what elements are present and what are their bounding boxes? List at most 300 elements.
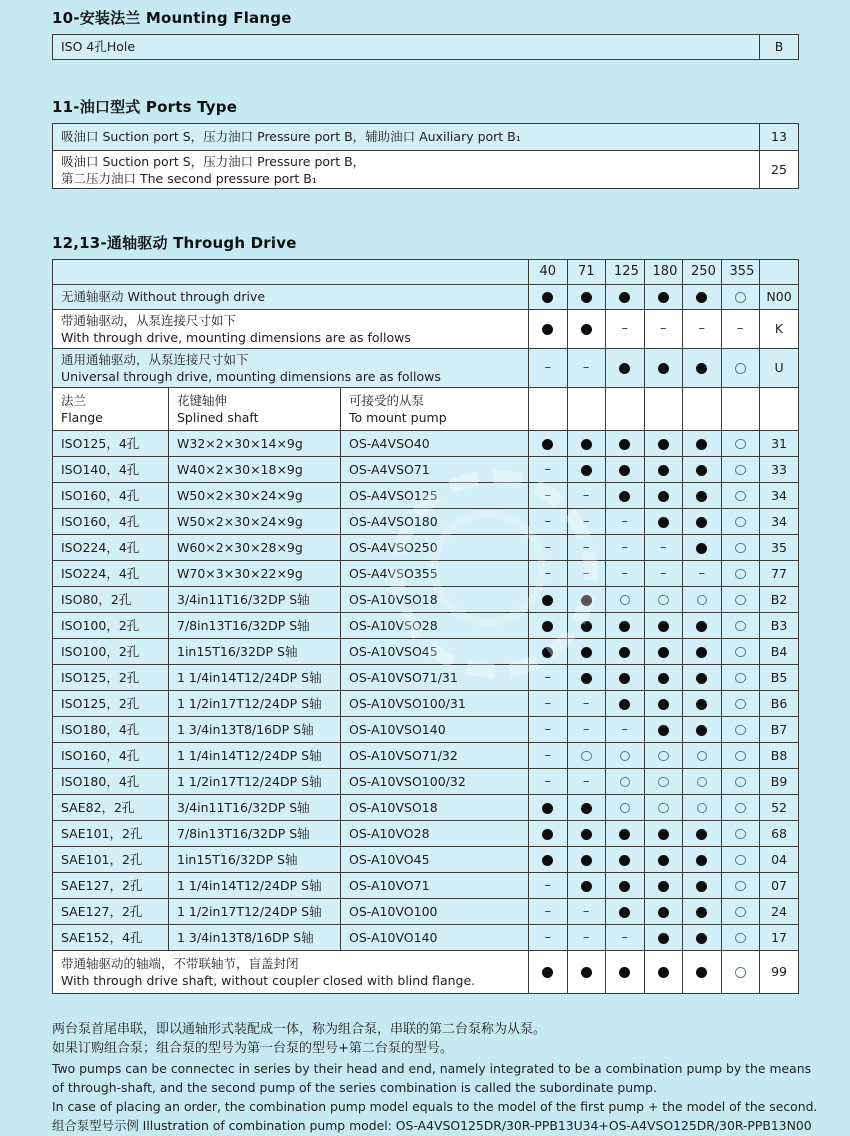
filled-dot-icon bbox=[619, 881, 630, 892]
code-cell: B7 bbox=[760, 717, 799, 743]
pump-model-cell: OS-A10VO140 bbox=[341, 925, 529, 951]
pump-row bbox=[53, 847, 799, 873]
availability-cell bbox=[644, 285, 683, 310]
availability-cell bbox=[606, 561, 645, 587]
open-circle-icon bbox=[735, 647, 746, 658]
dash-icon: – bbox=[698, 321, 706, 337]
pump-row bbox=[53, 509, 799, 535]
filled-dot-icon bbox=[696, 699, 707, 710]
size-header: 180 bbox=[644, 260, 683, 285]
availability-cell bbox=[606, 310, 645, 349]
availability-cell bbox=[644, 691, 683, 717]
availability-cell bbox=[644, 951, 683, 994]
open-circle-icon bbox=[697, 777, 708, 788]
size-header-row bbox=[53, 260, 799, 285]
filled-dot-icon bbox=[581, 324, 592, 335]
availability-cell bbox=[529, 349, 568, 388]
drive-option-row bbox=[53, 285, 799, 310]
availability-cell bbox=[606, 665, 645, 691]
dash-icon: – bbox=[660, 321, 667, 337]
availability-cell bbox=[567, 847, 606, 873]
code-cell: U bbox=[760, 349, 799, 388]
availability-cell bbox=[721, 535, 760, 561]
flange-cell: ISO160，4孔 bbox=[53, 743, 169, 769]
availability-cell bbox=[721, 951, 760, 994]
availability-cell bbox=[606, 769, 645, 795]
availability-cell bbox=[721, 561, 760, 587]
filled-dot-icon bbox=[542, 324, 553, 335]
code-cell: 25 bbox=[760, 151, 799, 189]
empty-cell bbox=[644, 388, 683, 431]
table-row bbox=[53, 151, 799, 189]
availability-cell bbox=[683, 951, 722, 994]
open-circle-icon bbox=[620, 595, 631, 606]
availability-cell bbox=[567, 665, 606, 691]
size-header: 40 bbox=[529, 260, 568, 285]
availability-cell bbox=[529, 795, 568, 821]
availability-cell bbox=[721, 691, 760, 717]
filled-dot-icon bbox=[696, 673, 707, 684]
filled-dot-icon bbox=[581, 855, 592, 866]
splined-shaft-cell: 7/8in13T16/32DP S轴 bbox=[169, 613, 341, 639]
open-circle-icon bbox=[735, 803, 746, 814]
open-circle-icon bbox=[735, 465, 746, 476]
filled-dot-icon bbox=[658, 292, 669, 303]
filled-dot-icon bbox=[696, 517, 707, 528]
availability-cell bbox=[644, 561, 683, 587]
ports-option-label: 吸油口 Suction port S，压力油口 Pressure port B， 第二压力油口 The second pressure port B₁ bbox=[53, 151, 760, 189]
flange-cell: SAE82，2孔 bbox=[53, 795, 169, 821]
flange-cell: SAE127，2孔 bbox=[53, 873, 169, 899]
filled-dot-icon bbox=[696, 292, 707, 303]
availability-cell bbox=[567, 795, 606, 821]
availability-cell bbox=[721, 769, 760, 795]
pump-model-cell: OS-A4VSO250 bbox=[341, 535, 529, 561]
open-circle-icon bbox=[735, 363, 746, 374]
dash-icon: – bbox=[544, 360, 552, 376]
pump-row bbox=[53, 457, 799, 483]
availability-cell bbox=[606, 899, 645, 925]
filled-dot-icon bbox=[619, 699, 630, 710]
open-circle-icon bbox=[735, 292, 746, 303]
empty-cell bbox=[760, 388, 799, 431]
code-cell: 68 bbox=[760, 821, 799, 847]
dash-icon: – bbox=[583, 565, 590, 581]
filled-dot-icon bbox=[696, 881, 707, 892]
filled-dot-icon bbox=[542, 292, 553, 303]
flange-option-label: ISO 4孔Hole bbox=[53, 35, 760, 60]
availability-cell bbox=[683, 925, 722, 951]
open-circle-icon bbox=[658, 777, 669, 788]
filled-dot-icon bbox=[619, 673, 630, 684]
ports-type-table bbox=[52, 123, 799, 189]
sub-header-row bbox=[53, 388, 799, 431]
flange-cell: SAE127，2孔 bbox=[53, 899, 169, 925]
availability-cell bbox=[683, 535, 722, 561]
filled-dot-icon bbox=[619, 829, 630, 840]
availability-cell bbox=[683, 795, 722, 821]
filled-dot-icon bbox=[542, 803, 553, 814]
availability-cell bbox=[567, 743, 606, 769]
availability-cell bbox=[606, 509, 645, 535]
availability-cell bbox=[606, 285, 645, 310]
availability-cell bbox=[567, 561, 606, 587]
open-circle-icon bbox=[735, 967, 746, 978]
open-circle-icon bbox=[658, 751, 669, 762]
code-cell: K bbox=[760, 310, 799, 349]
code-cell: B8 bbox=[760, 743, 799, 769]
filled-dot-icon bbox=[696, 725, 707, 736]
code-cell: 99 bbox=[760, 951, 799, 994]
availability-cell bbox=[606, 795, 645, 821]
filled-dot-icon bbox=[619, 465, 630, 476]
dash-icon: – bbox=[621, 565, 629, 581]
availability-cell bbox=[683, 457, 722, 483]
filled-dot-icon bbox=[619, 907, 630, 918]
filled-dot-icon bbox=[696, 465, 707, 476]
splined-shaft-cell: 7/8in13T16/32DP S轴 bbox=[169, 821, 341, 847]
availability-cell bbox=[683, 665, 722, 691]
availability-cell bbox=[606, 717, 645, 743]
code-cell: B3 bbox=[760, 613, 799, 639]
filled-dot-icon bbox=[581, 621, 592, 632]
availability-cell bbox=[683, 483, 722, 509]
note-line: of through-shaft, and the second pump of the series combination is called the subordinate pump. bbox=[52, 1079, 657, 1095]
availability-cell bbox=[644, 925, 683, 951]
empty-cell bbox=[683, 388, 722, 431]
note-line: 两台泵首尾串联，即以通轴形式装配成一体，称为组合泵，串联的第二台泵称为从泵。 bbox=[52, 1022, 547, 1037]
dash-icon: – bbox=[544, 721, 552, 737]
filled-dot-icon bbox=[696, 829, 707, 840]
table-row bbox=[53, 35, 799, 60]
filled-dot-icon bbox=[542, 621, 553, 632]
availability-cell bbox=[529, 639, 568, 665]
availability-cell bbox=[644, 349, 683, 388]
availability-cell bbox=[567, 925, 606, 951]
availability-cell bbox=[529, 285, 568, 310]
availability-cell bbox=[721, 457, 760, 483]
pump-model-cell: OS-A4VSO40 bbox=[341, 431, 529, 457]
availability-cell bbox=[644, 795, 683, 821]
dash-icon: – bbox=[544, 487, 552, 503]
availability-cell bbox=[567, 509, 606, 535]
filled-dot-icon bbox=[658, 829, 669, 840]
open-circle-icon bbox=[697, 803, 708, 814]
availability-cell bbox=[529, 587, 568, 613]
flange-cell: ISO224，4孔 bbox=[53, 535, 169, 561]
filled-dot-icon bbox=[658, 647, 669, 658]
filled-dot-icon bbox=[581, 881, 592, 892]
availability-cell bbox=[721, 431, 760, 457]
blind-flange-row bbox=[53, 951, 799, 994]
flange-cell: ISO180，4孔 bbox=[53, 717, 169, 743]
open-circle-icon bbox=[735, 881, 746, 892]
splined-shaft-cell: W50×2×30×24×9g bbox=[169, 509, 341, 535]
availability-cell bbox=[644, 821, 683, 847]
flange-cell: ISO125，2孔 bbox=[53, 665, 169, 691]
filled-dot-icon bbox=[542, 595, 553, 606]
availability-cell bbox=[567, 587, 606, 613]
open-circle-icon bbox=[735, 491, 746, 502]
filled-dot-icon bbox=[619, 621, 630, 632]
availability-cell bbox=[683, 743, 722, 769]
availability-cell bbox=[529, 535, 568, 561]
availability-cell bbox=[721, 847, 760, 873]
filled-dot-icon bbox=[696, 543, 707, 554]
open-circle-icon bbox=[735, 725, 746, 736]
availability-cell bbox=[567, 349, 606, 388]
availability-cell bbox=[529, 899, 568, 925]
dash-icon: – bbox=[583, 903, 590, 919]
dash-icon: – bbox=[583, 721, 590, 737]
pump-model-cell: OS-A4VSO125 bbox=[341, 483, 529, 509]
filled-dot-icon bbox=[696, 439, 707, 450]
pump-row bbox=[53, 587, 799, 613]
code-cell: 31 bbox=[760, 431, 799, 457]
mounting-flange-table bbox=[52, 34, 799, 60]
code-cell: 13 bbox=[760, 124, 799, 151]
open-circle-icon bbox=[735, 907, 746, 918]
availability-cell bbox=[529, 665, 568, 691]
availability-cell bbox=[529, 821, 568, 847]
availability-cell bbox=[683, 639, 722, 665]
filled-dot-icon bbox=[696, 907, 707, 918]
availability-cell bbox=[683, 691, 722, 717]
flange-cell: ISO125，2孔 bbox=[53, 691, 169, 717]
filled-dot-icon bbox=[581, 292, 592, 303]
availability-cell bbox=[683, 587, 722, 613]
splined-shaft-cell: 1 3/4in13T8/16DP S轴 bbox=[169, 925, 341, 951]
filled-dot-icon bbox=[658, 465, 669, 476]
open-circle-icon bbox=[735, 777, 746, 788]
splined-shaft-cell: W32×2×30×14×9g bbox=[169, 431, 341, 457]
flange-cell: ISO180，4孔 bbox=[53, 769, 169, 795]
dash-icon: – bbox=[544, 565, 552, 581]
availability-cell bbox=[529, 925, 568, 951]
open-circle-icon bbox=[620, 751, 631, 762]
open-circle-icon bbox=[697, 751, 708, 762]
dash-icon: – bbox=[544, 903, 552, 919]
pump-row bbox=[53, 717, 799, 743]
availability-cell bbox=[529, 951, 568, 994]
open-circle-icon bbox=[735, 595, 746, 606]
through-drive-table bbox=[52, 259, 799, 994]
open-circle-icon bbox=[658, 803, 669, 814]
drive-option-label: 带通轴驱动，从泵连接尺寸如下 With through drive, mounting dimensions are as follows bbox=[53, 310, 529, 349]
filled-dot-icon bbox=[658, 517, 669, 528]
availability-cell bbox=[529, 769, 568, 795]
code-cell: 77 bbox=[760, 561, 799, 587]
open-circle-icon bbox=[735, 751, 746, 762]
filled-dot-icon bbox=[542, 647, 553, 658]
note-line: 如果订购组合泵；组合泵的型号为第一台泵的型号+第二台泵的型号。 bbox=[52, 1041, 453, 1057]
availability-cell bbox=[606, 951, 645, 994]
filled-dot-icon bbox=[619, 363, 630, 374]
filled-dot-icon bbox=[581, 647, 592, 658]
availability-cell bbox=[567, 821, 606, 847]
pump-model-cell: OS-A10VO100 bbox=[341, 899, 529, 925]
splined-shaft-cell: 1in15T16/32DP S轴 bbox=[169, 847, 341, 873]
pump-model-cell: OS-A4VSO355 bbox=[341, 561, 529, 587]
subheader-flange: 法兰 Flange bbox=[53, 388, 169, 431]
splined-shaft-cell: W50×2×30×24×9g bbox=[169, 483, 341, 509]
pump-row bbox=[53, 483, 799, 509]
pump-row bbox=[53, 821, 799, 847]
dash-icon: – bbox=[621, 539, 629, 555]
pump-model-cell: OS-A10VSO45 bbox=[341, 639, 529, 665]
pump-model-cell: OS-A10VSO18 bbox=[341, 795, 529, 821]
availability-cell bbox=[721, 349, 760, 388]
splined-shaft-cell: 3/4in11T16/32DP S轴 bbox=[169, 587, 341, 613]
filled-dot-icon bbox=[542, 855, 553, 866]
availability-cell bbox=[644, 431, 683, 457]
drive-option-row bbox=[53, 349, 799, 388]
pump-model-cell: OS-A10VSO71/32 bbox=[341, 743, 529, 769]
pump-model-cell: OS-A10VSO28 bbox=[341, 613, 529, 639]
drive-option-label: 无通轴驱动 Without through drive bbox=[53, 285, 529, 310]
filled-dot-icon bbox=[658, 881, 669, 892]
filled-dot-icon bbox=[581, 803, 592, 814]
availability-cell bbox=[606, 535, 645, 561]
availability-cell bbox=[529, 743, 568, 769]
flange-cell: ISO125，4孔 bbox=[53, 431, 169, 457]
open-circle-icon bbox=[735, 543, 746, 554]
availability-cell bbox=[606, 821, 645, 847]
availability-cell bbox=[644, 613, 683, 639]
code-cell: 52 bbox=[760, 795, 799, 821]
availability-cell bbox=[721, 717, 760, 743]
flange-cell: ISO160，4孔 bbox=[53, 509, 169, 535]
availability-cell bbox=[683, 899, 722, 925]
pump-row bbox=[53, 691, 799, 717]
availability-cell bbox=[567, 285, 606, 310]
dash-icon: – bbox=[544, 461, 552, 477]
flange-cell: SAE101，2孔 bbox=[53, 847, 169, 873]
size-header: 250 bbox=[683, 260, 722, 285]
availability-cell bbox=[721, 310, 760, 349]
availability-cell bbox=[644, 535, 683, 561]
availability-cell bbox=[683, 431, 722, 457]
flange-cell: ISO160，4孔 bbox=[53, 483, 169, 509]
pump-model-cell: OS-A4VSO180 bbox=[341, 509, 529, 535]
availability-cell bbox=[529, 509, 568, 535]
pump-row bbox=[53, 665, 799, 691]
filled-dot-icon bbox=[696, 855, 707, 866]
subheader-to-mount-pump: 可接受的从泵 To mount pump bbox=[341, 388, 529, 431]
filled-dot-icon bbox=[658, 673, 669, 684]
filled-dot-icon bbox=[658, 967, 669, 978]
code-cell: B2 bbox=[760, 587, 799, 613]
availability-cell bbox=[529, 847, 568, 873]
filled-dot-icon bbox=[696, 363, 707, 374]
filled-dot-icon bbox=[658, 725, 669, 736]
availability-cell bbox=[644, 509, 683, 535]
splined-shaft-cell: 1 3/4in13T8/16DP S轴 bbox=[169, 717, 341, 743]
availability-cell bbox=[567, 613, 606, 639]
filled-dot-icon bbox=[658, 491, 669, 502]
code-cell: 07 bbox=[760, 873, 799, 899]
ports-option-label: 吸油口 Suction port S，压力油口 Pressure port B，辅助油口 Auxiliary port B₁ bbox=[53, 124, 760, 151]
dash-icon: – bbox=[544, 747, 552, 763]
flange-cell: ISO140，4孔 bbox=[53, 457, 169, 483]
availability-cell bbox=[721, 613, 760, 639]
availability-cell bbox=[721, 873, 760, 899]
filled-dot-icon bbox=[696, 933, 707, 944]
open-circle-icon bbox=[735, 855, 746, 866]
availability-cell bbox=[567, 457, 606, 483]
availability-cell bbox=[606, 431, 645, 457]
availability-cell bbox=[567, 431, 606, 457]
size-header: 355 bbox=[721, 260, 760, 285]
dash-icon: – bbox=[583, 695, 590, 711]
note-line: 组合泵型号示例 Illustration of combination pump model: OS-A4VSO125DR/30R-PPB13U34+OS-A4VSO125DR/30R-PPB13N00 bbox=[52, 1118, 812, 1134]
filled-dot-icon bbox=[581, 465, 592, 476]
availability-cell bbox=[721, 639, 760, 665]
availability-cell bbox=[606, 873, 645, 899]
filled-dot-icon bbox=[658, 933, 669, 944]
code-cell: N00 bbox=[760, 285, 799, 310]
open-circle-icon bbox=[620, 803, 631, 814]
pump-model-cell: OS-A10VO28 bbox=[341, 821, 529, 847]
availability-cell bbox=[529, 310, 568, 349]
availability-cell bbox=[644, 665, 683, 691]
availability-cell bbox=[567, 535, 606, 561]
empty-code-header-cell bbox=[760, 260, 799, 285]
empty-cell bbox=[606, 388, 645, 431]
open-circle-icon bbox=[735, 621, 746, 632]
availability-cell bbox=[529, 561, 568, 587]
availability-cell bbox=[567, 873, 606, 899]
filled-dot-icon bbox=[658, 363, 669, 374]
flange-cell: ISO80，2孔 bbox=[53, 587, 169, 613]
empty-header-cell bbox=[53, 260, 529, 285]
open-circle-icon bbox=[620, 777, 631, 788]
open-circle-icon bbox=[581, 751, 592, 762]
subheader-splined-shaft: 花键轴伸 Splined shaft bbox=[169, 388, 341, 431]
splined-shaft-cell: W40×2×30×18×9g bbox=[169, 457, 341, 483]
dash-icon: – bbox=[583, 929, 590, 945]
code-cell: B6 bbox=[760, 691, 799, 717]
section12-title: 12,13-通轴驱动 Through Drive bbox=[52, 234, 297, 252]
availability-cell bbox=[721, 587, 760, 613]
pump-row bbox=[53, 613, 799, 639]
pump-model-cell: OS-A10VO45 bbox=[341, 847, 529, 873]
splined-shaft-cell: 1 1/4in14T12/24DP S轴 bbox=[169, 743, 341, 769]
dash-icon: – bbox=[544, 877, 552, 893]
availability-cell bbox=[644, 639, 683, 665]
filled-dot-icon bbox=[619, 292, 630, 303]
drive-option-label: 通用通轴驱动，从泵连接尺寸如下 Universal through drive, mounting dimensions are as follows bbox=[53, 349, 529, 388]
filled-dot-icon bbox=[658, 907, 669, 918]
availability-cell bbox=[721, 665, 760, 691]
code-cell: B4 bbox=[760, 639, 799, 665]
filled-dot-icon bbox=[696, 491, 707, 502]
availability-cell bbox=[644, 587, 683, 613]
size-header: 71 bbox=[567, 260, 606, 285]
dash-icon: – bbox=[621, 321, 629, 337]
availability-cell bbox=[683, 613, 722, 639]
open-circle-icon bbox=[735, 439, 746, 450]
availability-cell bbox=[644, 769, 683, 795]
flange-cell: SAE101，2孔 bbox=[53, 821, 169, 847]
availability-cell bbox=[644, 873, 683, 899]
dash-icon: – bbox=[544, 539, 552, 555]
availability-cell bbox=[529, 691, 568, 717]
filled-dot-icon bbox=[619, 491, 630, 502]
availability-cell bbox=[567, 639, 606, 665]
availability-cell bbox=[606, 587, 645, 613]
dash-icon: – bbox=[544, 669, 552, 685]
